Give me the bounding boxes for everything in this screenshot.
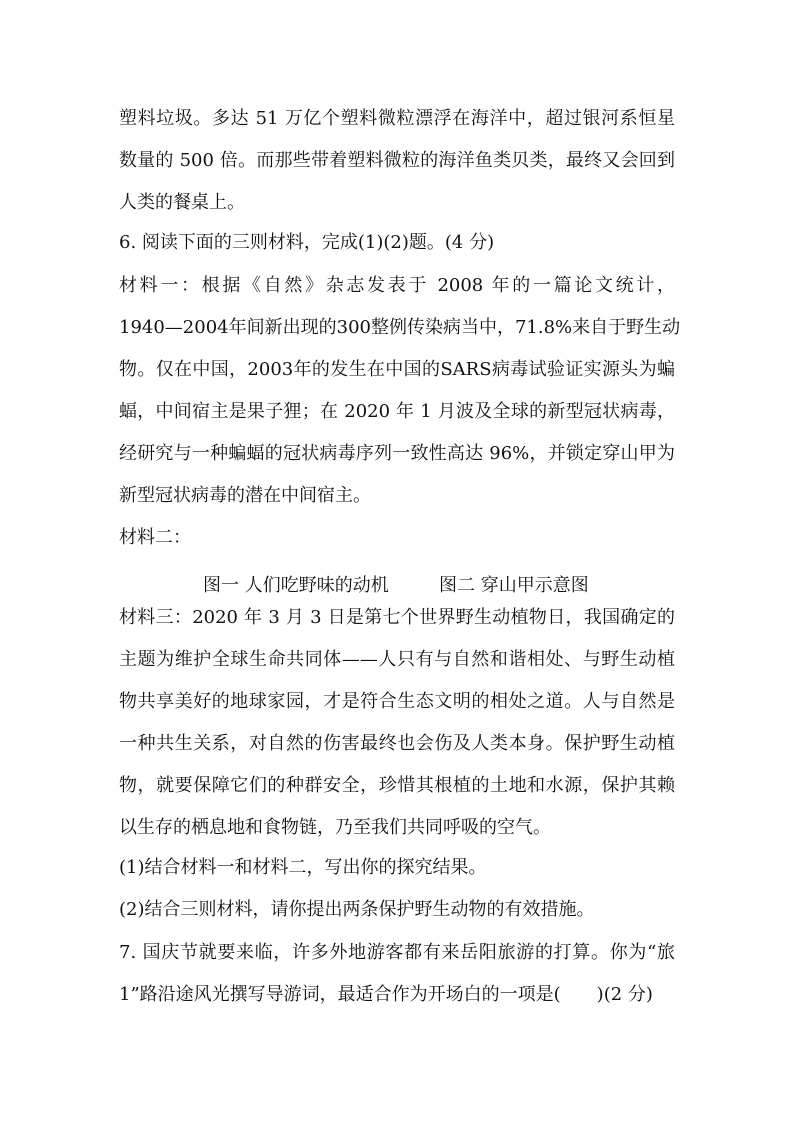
material-3-line: 物共享美好的地球家园，才是符合生态文明的相处之道。人与自然是 — [119, 691, 675, 712]
figure-1-caption: 图一 人们吃野味的动机 — [203, 575, 389, 596]
material-3-line: 材料三：2020 年 3 月 3 日是第七个世界野生动植物日，我国确定的 — [119, 607, 675, 628]
question-6-intro: 6. 阅读下面的三则材料，完成(1)(2)题。(4 分) — [119, 232, 495, 253]
material-3-line: 主题为维护全球生命共同体——人只有与自然和谐相处、与野生动植 — [119, 649, 675, 670]
material-1-line: 经研究与一种蝙蝠的冠状病毒序列一致性高达 96%，并锁定穿山甲为 — [119, 443, 675, 464]
material-3-line: 物，就要保障它们的种群安全，珍惜其根植的土地和水源，保护其赖 — [119, 775, 675, 796]
text-line: 人类的餐桌上。 — [119, 192, 245, 213]
material-2-label: 材料二： — [119, 527, 191, 548]
text-line: 数量的 500 倍。而那些带着塑料微粒的海洋鱼类贝类，最终又会回到 — [119, 150, 675, 171]
material-1-line: 材料一：根据《自然》杂志发表于 2008 年的一篇论文统计， — [119, 275, 675, 296]
material-3-line: 以生存的栖息地和食物链，乃至我们共同呼吸的空气。 — [119, 817, 551, 838]
material-1-line: 蝠，中间宿主是果子狸；在 2020 年 1 月波及全球的新型冠状病毒， — [119, 401, 675, 422]
question-7-line: 1”路沿途风光撰写导游词，最适合作为开场白的一项是( )(2 分) — [119, 984, 653, 1005]
figure-2-caption: 图二 穿山甲示意图 — [439, 575, 589, 596]
material-1-line: 物。仅在中国，2003年的发生在中国的SARS病毒试验证实源头为蝙 — [119, 359, 675, 380]
material-3-line: 一种共生关系，对自然的伤害最终也会伤及人类本身。保护野生动植 — [119, 733, 675, 754]
question-7-line: 7. 国庆节就要来临，许多外地游客都有来岳阳旅游的打算。你为“旅 — [119, 942, 675, 963]
question-6-part-2: (2)结合三则材料，请你提出两条保护野生动物的有效措施。 — [119, 899, 595, 920]
material-1-line: 新型冠状病毒的潜在中间宿主。 — [119, 485, 371, 506]
material-1-line: 1940—2004年间新出现的300整例传染病当中，71.8%来自于野生动 — [119, 317, 681, 338]
question-6-part-1: (1)结合材料一和材料二，写出你的探究结果。 — [119, 857, 487, 878]
text-line: 塑料垃圾。多达 51 万亿个塑料微粒漂浮在海洋中，超过银河系恒星 — [119, 108, 675, 129]
